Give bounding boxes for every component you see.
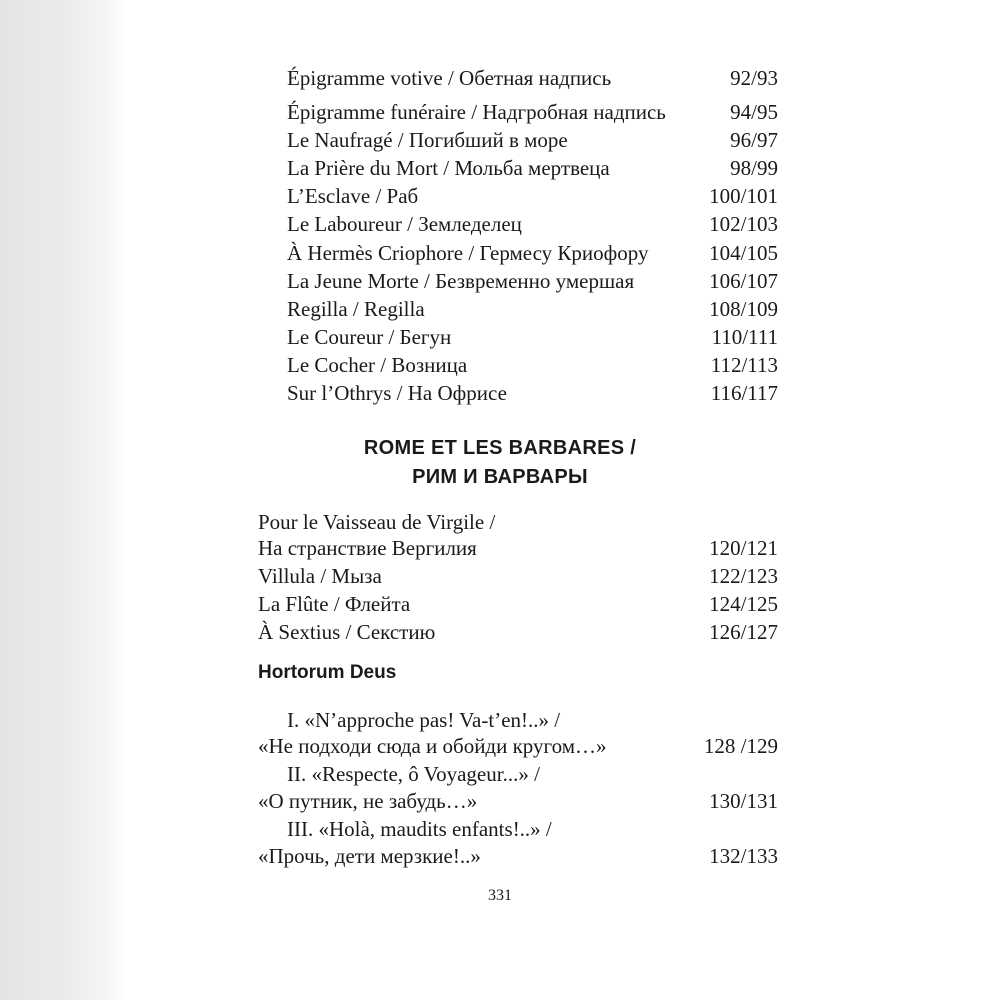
toc-entry-pages: 124/125 xyxy=(709,592,778,616)
toc-entry-title: Villula / Мыза xyxy=(258,564,382,588)
subsection-heading: Hortorum Deus xyxy=(258,662,397,683)
toc-entry-pages: 94/95 xyxy=(730,100,778,124)
toc-entry-pages: 108/109 xyxy=(709,297,778,321)
toc-entry-pages: 128 /129 xyxy=(703,734,778,758)
toc-entry-title: «О путник, не забудь…» xyxy=(258,789,478,813)
toc-entry-pages: 112/113 xyxy=(710,353,778,377)
toc-entry-title: Le Coureur / Бегун xyxy=(287,325,452,349)
toc-entry-pages: 130/131 xyxy=(709,789,778,813)
toc-entry-title: À Hermès Criophore / Гермесу Криофору xyxy=(287,241,649,265)
toc-entry-pages: 120/121 xyxy=(709,536,778,560)
toc-entry-title: La Prière du Mort / Мольба мертвеца xyxy=(287,156,610,180)
toc-entry-title: На странствие Вергилия xyxy=(258,536,477,560)
toc-entry-title: «Прочь, дети мерзкие!..» xyxy=(258,844,481,868)
toc-entry-pages: 104/105 xyxy=(709,241,778,265)
toc-entry-pages: 98/99 xyxy=(730,156,778,180)
toc-entry-title: La Flûte / Флейта xyxy=(258,592,411,616)
toc-entry-title: Regilla / Regilla xyxy=(287,297,425,321)
toc-entry-pages: 132/133 xyxy=(709,844,778,868)
toc-entry-title: «Не подходи сюда и обойди кругом…» xyxy=(258,734,607,758)
toc-entry-pages: 100/101 xyxy=(709,184,778,208)
toc-entry-title: Le Naufragé / Погибший в море xyxy=(287,128,568,152)
section-heading-line1: ROME ET LES BARBARES / xyxy=(363,437,637,459)
toc-entry-title: L’Esclave / Раб xyxy=(287,184,419,208)
toc-entry-title: I. «N’approche pas! Va-t’en!..» / xyxy=(287,708,561,732)
toc-entry-title: Pour le Vaisseau de Virgile / xyxy=(258,510,496,534)
toc-entry-title: Le Cocher / Возница xyxy=(287,353,468,377)
toc-entry-pages: 106/107 xyxy=(709,269,778,293)
toc-entry-title: La Jeune Morte / Безвременно умершая xyxy=(287,269,635,293)
toc-entry-pages: 126/127 xyxy=(709,620,778,644)
toc-entry-pages: 102/103 xyxy=(709,212,778,236)
section-heading-line2: РИМ И ВАРВАРЫ xyxy=(412,466,588,488)
toc-entry-pages: 122/123 xyxy=(709,564,778,588)
toc-entry-pages: 96/97 xyxy=(730,128,778,152)
toc-entry-title: Épigramme votive / Обетная надпись xyxy=(287,66,612,90)
toc-entry-title: II. «Respecte, ô Voyageur...» / xyxy=(287,762,540,786)
toc-entry-pages: 116/117 xyxy=(710,381,778,405)
toc-entry-pages: 110/111 xyxy=(711,325,778,349)
toc-entry-pages: 92/93 xyxy=(730,66,778,90)
toc-entry-title: Sur l’Othrys / На Офрисе xyxy=(287,381,507,405)
toc-entry-title: Épigramme funéraire / Надгробная надпись xyxy=(287,100,666,124)
toc-entry-title: III. «Holà, maudits enfants!..» / xyxy=(287,817,552,841)
page-number: 331 xyxy=(488,887,512,904)
toc-entry-title: Le Laboureur / Земледелец xyxy=(287,212,522,236)
toc-entry-title: À Sextius / Секстию xyxy=(258,620,436,644)
